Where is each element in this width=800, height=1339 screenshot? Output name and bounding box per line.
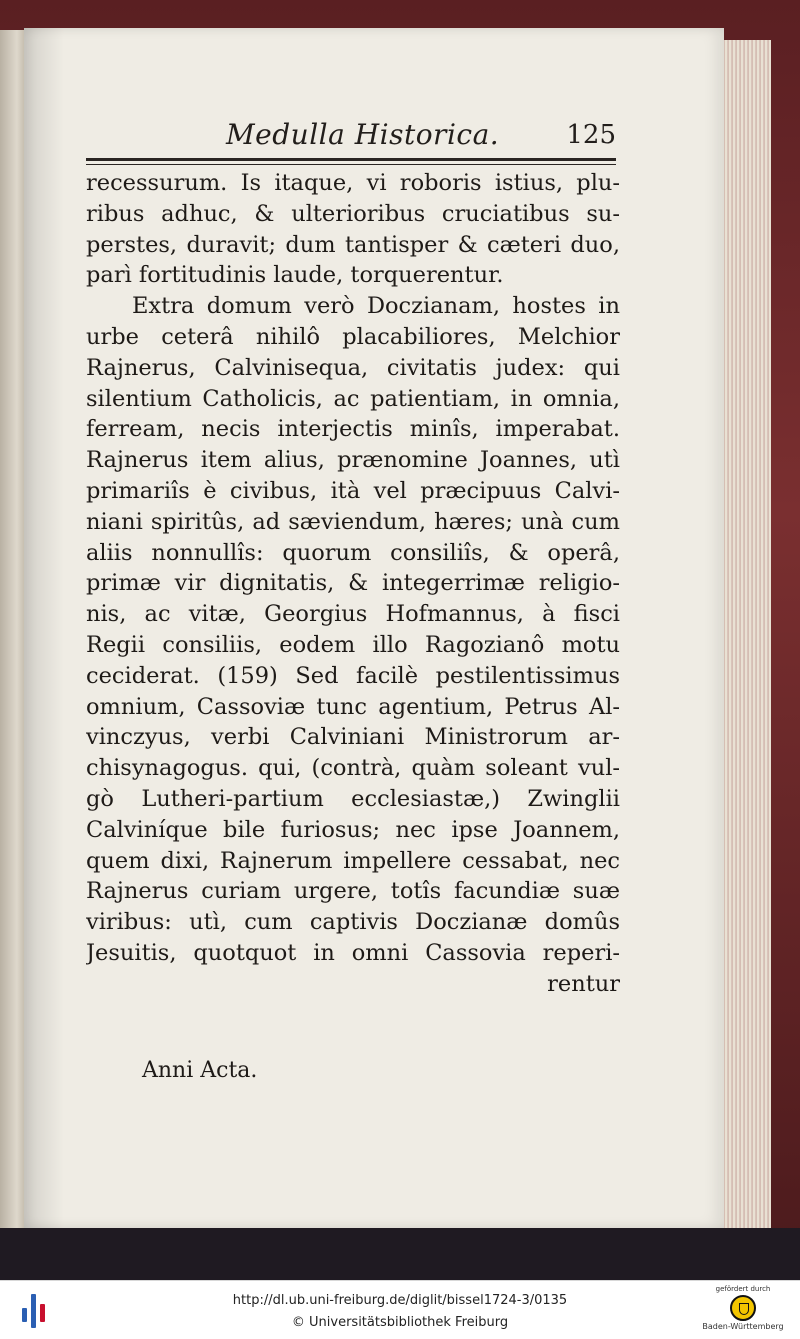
sponsor-badge bbox=[688, 1285, 798, 1337]
book-edge-left bbox=[0, 30, 25, 1230]
text-line: vinczyus, verbi Calviniani Ministrorum ar- bbox=[86, 724, 620, 751]
text-line: primariîs è civibus, ità vel præcipuus Calvi- bbox=[86, 477, 620, 504]
text-line: ribus adhuc, & ulterioribus cruciatibus su- bbox=[86, 200, 620, 227]
text-line: nis, ac vitæ, Georgius Hofmannus, à fisci bbox=[86, 601, 620, 628]
header-rule-thin bbox=[86, 164, 616, 165]
page-header bbox=[86, 118, 616, 160]
sponsor-region: Baden-Württemberg bbox=[702, 1322, 784, 1331]
spine-shadow bbox=[24, 28, 64, 1228]
text-line: parì fortitudinis laude, torquerentur. bbox=[86, 262, 504, 289]
copyright-notice: © Universitätsbibliothek Freiburg bbox=[291, 1315, 509, 1330]
text-line: ferream, necis interjectis minîs, imperabat. bbox=[86, 416, 620, 443]
text-line: gò Lutheri-partium ecclesiastæ,) Zwinglii bbox=[86, 785, 620, 812]
text-line: urbe ceterâ nihilô placabiliores, Melchior bbox=[86, 323, 620, 350]
header-rule bbox=[86, 158, 616, 161]
text-line: chisynagogus. qui, (contrà, quàm soleant vul- bbox=[86, 755, 620, 782]
text-line: rentur bbox=[547, 970, 620, 997]
text-line: Jesuitis, quotquot in omni Cassovia reperi- bbox=[86, 939, 620, 966]
text-line: Rajnerus, Calvinisequa, civitatis judex: qui bbox=[86, 354, 620, 381]
text-line: perstes, duravit; dum tantisper & cæteri duo, bbox=[86, 231, 620, 258]
sponsor-label: gefördert durch bbox=[715, 1285, 771, 1293]
text-line: Rajnerus item alius, prænomine Joannes, utì bbox=[86, 447, 620, 474]
viewer-footer bbox=[0, 1280, 800, 1339]
text-line: aliis nonnullîs: quorum consiliîs, & operâ, bbox=[86, 539, 620, 566]
text-line: omnium, Cassoviæ tunc agentium, Petrus Al- bbox=[86, 693, 620, 720]
page-number: 125 bbox=[566, 120, 616, 150]
scan-bottom-margin bbox=[0, 1228, 800, 1280]
text-line: Extra domum verò Doczianam, hostes in bbox=[132, 293, 620, 320]
text-line: viribus: utì, cum captivis Doczianæ domûs bbox=[86, 909, 620, 936]
text-line: silentium Catholicis, ac patientiam, in omnia, bbox=[86, 385, 620, 412]
running-title: Medulla Historica. bbox=[226, 118, 500, 151]
text-line: Calviníque bile furiosus; nec ipse Joannem, bbox=[86, 816, 620, 843]
body-text bbox=[86, 168, 620, 1000]
text-line: niani spiritûs, ad sæviendum, hæres; unà cum bbox=[86, 508, 620, 535]
text-line: Regii consiliis, eodem illo Ragozianô motu bbox=[86, 631, 620, 658]
text-line: recessurum. Is itaque, vi roboris istius, plu- bbox=[86, 170, 620, 196]
baden-wuerttemberg-crest-icon bbox=[730, 1295, 756, 1321]
text-line: Rajnerus curiam urgere, totîs facundiæ suæ bbox=[86, 878, 620, 905]
catchword: Anni Acta. bbox=[142, 1058, 258, 1083]
text-line: ceciderat. (159) Sed facilè pestilentissimus bbox=[86, 662, 620, 689]
text-line: primæ vir dignitatis, & integerrimæ religio- bbox=[86, 570, 620, 597]
permalink[interactable]: http://dl.ub.uni-freiburg.de/diglit/bissel1724-3/0135 bbox=[232, 1293, 568, 1308]
text-line: quem dixi, Rajnerum impellere cessabat, nec bbox=[86, 847, 620, 874]
